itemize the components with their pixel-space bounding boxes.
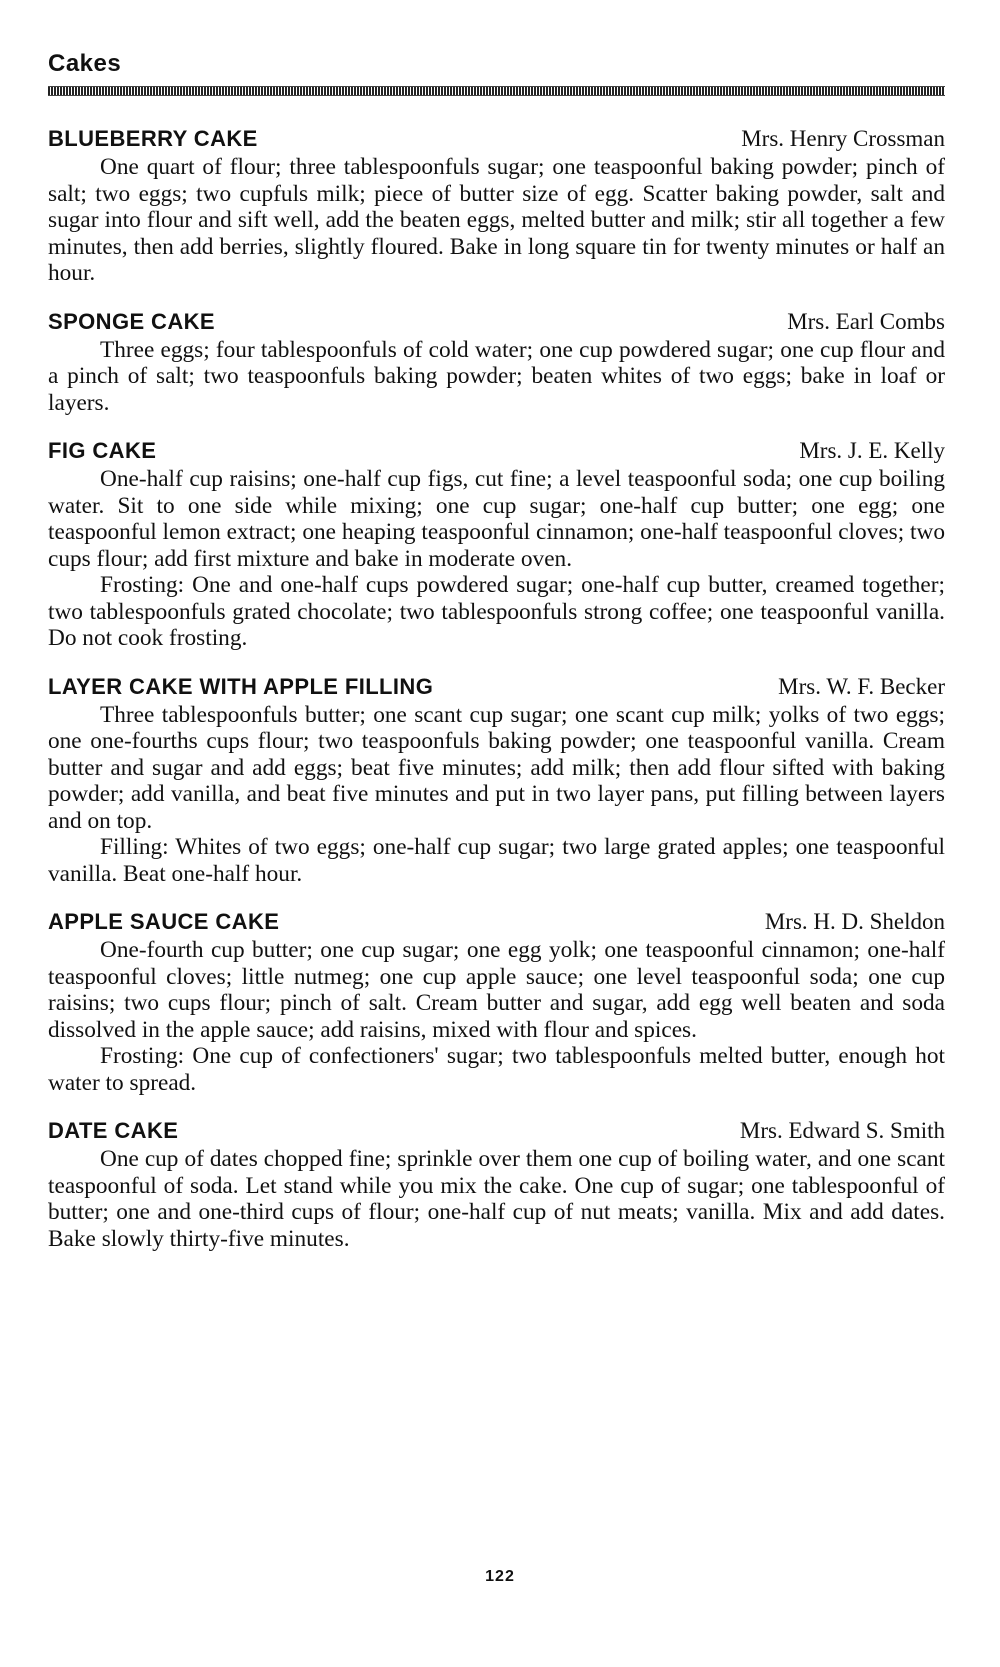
recipe-paragraph: One cup of dates chopped fine; sprinkle over them one cup of boiling water, and one scant teaspoonful of soda. Let stand while you mix the cake. One cup of sugar; one tablespoonful of butter; one and one-third cups of flour; one-half cup of nut meats; vanilla. Mix and add dates. Bake slowly thirty-five minutes. [48,1146,945,1252]
recipe-paragraph: One-half cup raisins; one-half cup figs, cut fine; a level teaspoonful soda; one cup boiling water. Sit to one side while mixing; one cup sugar; one-half cup butter; one egg; one teaspoonful lemon extract; one heaping teaspoonful cinnamon; one-half teaspoonful cloves; two cups flour; add first mixture and bake in moderate oven. [48,466,945,572]
recipe-author: Mrs. Edward S. Smith [739,1118,945,1143]
recipe-header [48,124,945,154]
recipe-header [48,907,945,937]
recipe-apple-sauce-cake [48,907,945,1096]
recipe-layer-cake-apple-filling [48,672,945,888]
recipe-paragraph: Three tablespoonfuls butter; one scant cup sugar; one scant cup milk; yolks of two eggs; one one-fourths cups flour; two teaspoonfuls baking powder; one teaspoonful vanilla. Cream butter and sugar and add eggs; beat five minutes; add milk; then add flour sifted with baking powder; add vanilla, and beat five minutes and put in two layer pans, put filling between layers and on top. [48,701,945,834]
recipe-title: APPLE SAUCE CAKE [48,909,280,934]
recipe-frosting-paragraph: Frosting: One cup of confectioners' sugar; two tablespoonfuls melted butter, enough hot water to spread. [48,1043,945,1096]
recipe-header [48,672,945,702]
recipe-header [48,1116,945,1146]
recipe-author: Mrs. Henry Crossman [741,126,945,151]
recipe-paragraph: Three eggs; four tablespoonfuls of cold water; one cup powdered sugar; one cup flour and a pinch of salt; two teaspoonfuls baking powder; beaten whites of two eggs; bake in loaf or layers. [48,336,945,416]
recipe-sponge-cake [48,307,945,417]
recipe-title: FIG CAKE [48,438,157,463]
recipe-author: Mrs. Earl Combs [787,308,945,334]
recipe-frosting-paragraph: Frosting: One and one-half cups powdered sugar; one-half cup butter, creamed together; two tablespoonfuls grated chocolate; two tablespoonfuls strong coffee; one teaspoonful vanilla. Do not cook frosting. [48,572,945,651]
recipe-author: Mrs. W. F. Becker [778,673,945,699]
recipe-date-cake [48,1116,945,1252]
recipe-title: SPONGE CAKE [48,308,215,334]
recipe-filling-paragraph: Filling: Whites of two eggs; one-half cup sugar; two large grated apples; one teaspoonful vanilla. Beat one-half hour. [48,834,945,887]
recipe-header [48,307,945,337]
recipe-paragraph: One-fourth cup butter; one cup sugar; one egg yolk; one teaspoonful cinnamon; one-half teaspoonful cloves; little nutmeg; one cup apple sauce; one level teaspoonful soda; one cup raisins; two cups flour; pinch of salt. Cream butter and sugar, add egg well beaten and soda dissolved in the apple sauce; add raisins, mixed with flour and spices. [48,937,945,1043]
recipe-fig-cake [48,436,945,652]
recipe-header [48,436,945,466]
recipe-author: Mrs. J. E. Kelly [799,438,945,463]
recipe-blueberry-cake [48,124,945,287]
section-title: Cakes [48,50,122,77]
recipe-author: Mrs. H. D. Sheldon [764,909,945,934]
recipe-paragraph: One quart of flour; three tablespoonfuls sugar; one teaspoonful baking powder; pinch of salt; two eggs; two cupfuls milk; piece of butter size of egg. Scatter baking powder, salt and sugar into flour and sift well, add the beaten eggs, melted butter and milk; stir all together a few minutes, then add berries, slightly floured. Bake in long square tin for twenty minutes or half an hour. [48,154,945,286]
page-number: 122 [485,1568,515,1585]
recipe-title: LAYER CAKE WITH APPLE FILLING [48,673,434,699]
header-rule [48,86,945,96]
recipe-title: DATE CAKE [48,1118,179,1143]
recipe-list [48,124,945,1252]
cookbook-page [48,48,945,1272]
recipe-title: BLUEBERRY CAKE [48,126,258,151]
